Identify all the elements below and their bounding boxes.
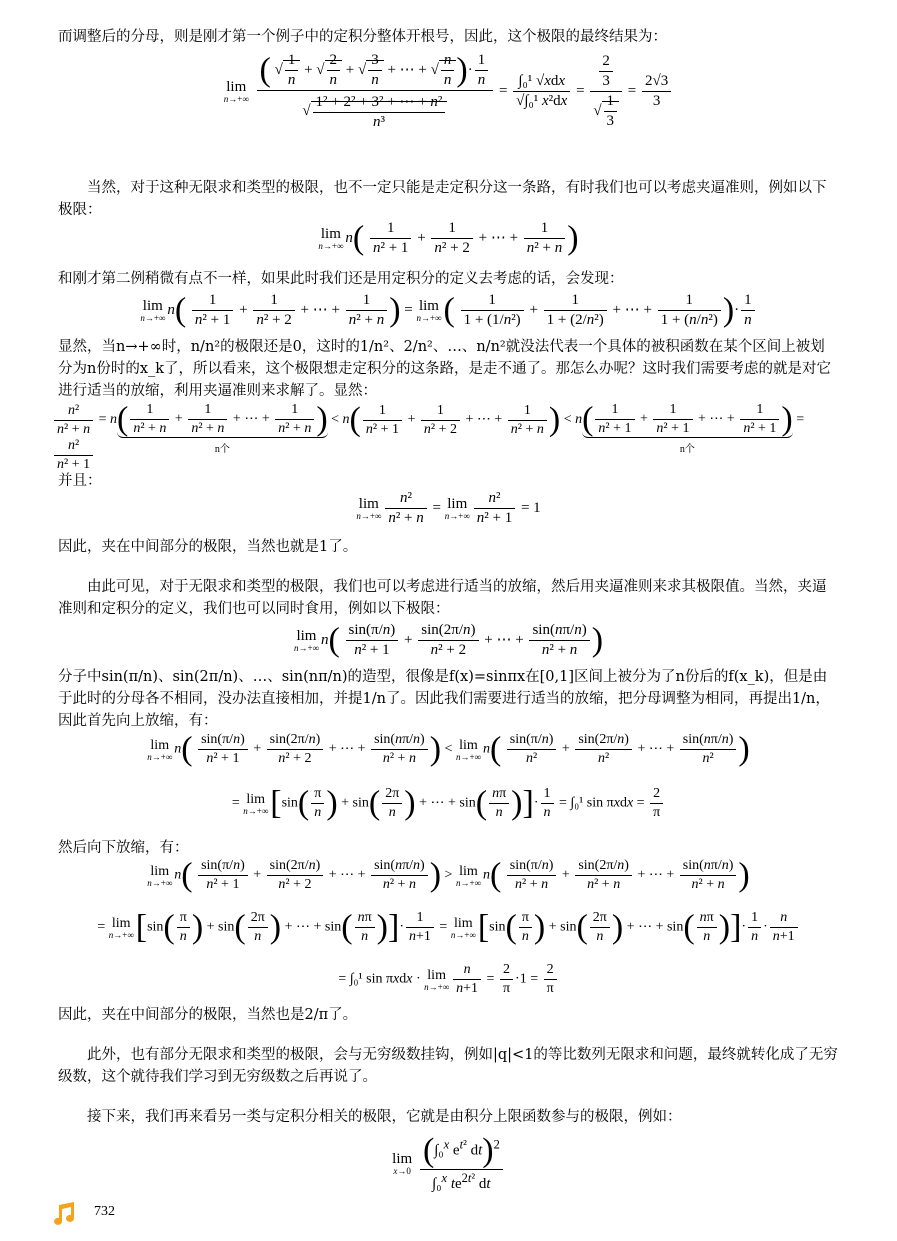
- limit-value: = 1: [520, 499, 541, 516]
- paragraph-10: 因此，夹在中间部分的极限，当然也是2/π了。: [58, 1007, 358, 1023]
- paragraph-7: 由此可见，对于无限求和类型的极限，我们也可以考虑进行适当的放缩，然后用夹逼准则来求其极限值。当然，夹逼准则和定积分的定义，我们也可以同时食用，例如以下极限：: [58, 579, 827, 617]
- paragraph-11: 此外，也有部分无限求和类型的极限，会与无穷级数挂钩，例如|q|<1的等比数列无限求和问题，最终就转化成了无穷级数，这个就待我们学习到无穷级数之后再说了。: [58, 1047, 838, 1085]
- brace-label-right: n个: [679, 444, 695, 455]
- paragraph-5: 并且：: [58, 473, 102, 489]
- paragraph-9: 然后向下放缩，有：: [58, 840, 189, 856]
- paragraph-8: 分子中sin(π/n)、sin(2π/n)、…、sin(nπ/n)的造型，很像是f(x)=sinπx在[0,1]区间上被分为了n份后的f(x_k)，但是由于此时的分母各不相同，没办法直接相加，并提1/n了。因此我们需要进行适当的放缩，把分母调整为相同，再提出1/n，因此首先向上放缩，有：: [58, 669, 830, 729]
- equation-limit-sqrt: lim n→+∞ ( √ $\frac{1}{n}$ + √ $\frac{2}{n}$ + √ $\frac{3}{n}$ + ⋯ + √ $\frac{n}{n}$ )· $\frac{1}{n}$ √ $\frac{\text{1² + 2² + 3² + ⋯ + n²}}{\text{n³}}$ = $\frac{\text{∫₀¹ √xdx}}{\text{√∫₀¹ x²dx}}$ = $\frac{2}{3}$ √ $\frac{1}{3}$ = $\frac{2√3}{3}$: [0, 52, 897, 131]
- paragraph-4: 显然，当n→+∞时，n/n²的极限还是0，这时的1/n²、2/n²、…、n/n²就没法代表一个具体的被积函数在某个区间上被划分为n份时的x_k了，所以看来，这个极限想走定积分的这条路，是走不通了。那怎么办呢？这时我们需要考虑的就是对它进行适当的放缩，利用夹逼准则来求解了。显然：: [58, 339, 832, 399]
- brace-label-left: n个: [214, 444, 230, 455]
- equation-lower-bound-result: = ∫₀¹ sin πxdx · lim n→+∞ $\frac{n}{n+1}$ = $\frac{2}{\pi}$ ·1 = $\frac{2}{\pi}$: [0, 962, 897, 997]
- music-note-logo-icon: [50, 1201, 78, 1227]
- equation-upper-bound: lim n→+∞ n( $\frac{\sin(\pi/n)}{\text{n² + 1}}$ + $\frac{\sin(2\pi/n)}{\text{n² + 2}}$ + ⋯ + $\frac{\sin(n\pi/n)}{\text{n² + n}}$ ) < lim n→+∞ n( $\frac{\sin(\pi/n)}{\text{n²}}$ + $\frac{\sin(2\pi/n)}{\text{n²}}$ + ⋯ + $\frac{\sin(n\pi/n)}{\text{n²}}$ ): [147, 730, 750, 768]
- equation-upper-bound-result: = lim n→+∞ [sin( $\frac{\pi}{n}$ ) + sin( $\frac{2\pi}{n}$ ) + ⋯ + sin( $\frac{n\pi}{n}$ )]· $\frac{1}{n}$ = ∫₀¹ sin πxdx = $\frac{2}{\pi}$: [0, 786, 897, 821]
- paragraph-2: 当然，对于这种无限求和类型的极限，也不一定只能是走定积分这一条路，有时我们也可以考虑夹逼准则，例如以下极限：: [58, 180, 827, 218]
- equation-limit-sum: lim n→+∞ n( $\frac{1}{\text{n² + 1}}$ + $\frac{1}{\text{n² + 2}}$ + ⋯ + $\frac{1}{\text{n² + n}}$ ): [318, 219, 579, 257]
- page-number: 732: [94, 1204, 115, 1219]
- equation-sin-sum: lim n→+∞ n( $\frac{\sin(\pi/n)}{\text{n² + 1}}$ + $\frac{\sin(2\pi/n)}{\text{n² + 2}}$ + ⋯ + $\frac{\sin(n\pi/n)}{\text{n² + n}}$ ): [293, 621, 604, 659]
- equation-squeeze-inequality: $\frac{\text{n²}}{\text{n² + n}}$ = n( $\frac{1}{\text{n² + n}}$ + $\frac{1}{\text{n² + n}}$ + ⋯ + $\frac{1}{\text{n² + n}}$ ) n个 < n( $\frac{1}{\text{n² + 1}}$ + $\frac{1}{\text{n² + 2}}$ + ⋯ + $\frac{1}{\text{n² + n}}$ ) < n( $\frac{1}{\text{n² + 1}}$ + $\frac{1}{\text{n² + 1}}$ + ⋯ + $\frac{1}{\text{n² + 1}}$ ) n个 = $\frac{\text{n²}}{\text{n² + 1}}$: [52, 402, 842, 473]
- paragraph-6: 因此，夹在中间部分的极限，当然也就是1了。: [58, 539, 358, 555]
- equation-lower-bound-step: = lim n→+∞ [sin( $\frac{\pi}{n}$ ) + sin( $\frac{2\pi}{n}$ ) + ⋯ + sin( $\frac{n\pi}{n}$ )]· $\frac{1}{n+1}$ = lim n→+∞ [sin( $\frac{\pi}{n}$ ) + sin( $\frac{2\pi}{n}$ ) + ⋯ + sin( $\frac{n\pi}{n}$ )]· $\frac{1}{n}$ · $\frac{n}{n+1}$: [0, 910, 897, 945]
- equation-upper-limit-integral: lim x→0 $\frac{(\int_0^x e^{t^2} dt)^2}{\int_0^x te^{2t^2} dt}$: [0, 1134, 897, 1193]
- paragraph-3: 和刚才第二例稍微有点不一样，如果此时我们还是用定积分的定义去考虑的话，会发现：: [58, 271, 624, 287]
- paragraph-12: 接下来，我们再来看另一类与定积分相关的极限，它就是由积分上限函数参与的极限，例如：: [87, 1109, 682, 1125]
- equation-definite-integral-attempt: lim n→+∞ n( $\frac{1}{\text{n² + 1}}$ + $\frac{1}{\text{n² + 2}}$ + ⋯ + $\frac{1}{\text{n² + n}}$ ) = lim n→+∞ ( $\frac{1}{\text{1 + (1/n²)}}$ + $\frac{1}{\text{1 + (2/n²)}}$ + ⋯ + $\frac{1}{\text{1 + (n/n²)}}$ )· $\frac{1}{n}$: [0, 292, 897, 329]
- equation-lower-bound: lim n→+∞ n( $\frac{\sin(\pi/n)}{\text{n² + 1}}$ + $\frac{\sin(2\pi/n)}{\text{n² + 2}}$ + ⋯ + $\frac{\sin(n\pi/n)}{\text{n² + n}}$ ) > lim n→+∞ n( $\frac{\sin(\pi/n)}{\text{n² + n}}$ + $\frac{\sin(2\pi/n)}{\text{n² + n}}$ + ⋯ + $\frac{\sin(n\pi/n)}{\text{n² + n}}$ ): [147, 856, 750, 894]
- equation-both-limits: lim n→+∞ $\frac{\text{n²}}{\text{n² + n}}$ = lim n→+∞ $\frac{\text{n²}}{\text{n² + 1}}$ = 1: [356, 490, 541, 526]
- paragraph-1: 而调整后的分母，则是刚才第一个例子中的定积分整体开根号，因此，这个极限的最终结果为：: [58, 29, 667, 45]
